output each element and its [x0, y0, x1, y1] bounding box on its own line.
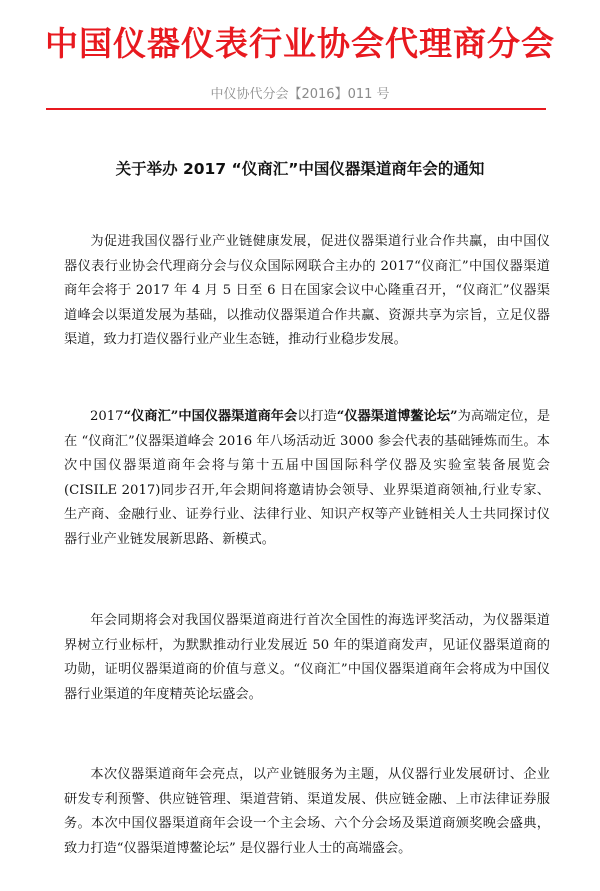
notice-title: 关于举办 2017 “仪商汇”中国仪器渠道商年会的通知: [115, 160, 485, 178]
paragraph-2-lead: 2017: [90, 409, 124, 424]
org-title: 中国仪器仪表行业协会代理商分会: [45, 24, 555, 63]
paragraph-2-bold-forum: “仪器渠道博鳌论坛”: [336, 409, 458, 424]
document-number: 中仪协代分会【2016】011 号: [210, 87, 390, 102]
paragraph-3-text: 年会同期将会对我国仪器渠道商进行首次全国性的海选评奖活动，为仪器渠道界树立行业标杆，为默默推动行业发展近 50 年的渠道商发声，见证仪器渠道商的功勋，证明仪器渠道商的价值与意义。“仪商汇”中国仪器渠道商年会将成为中国仪器行业渠道的年度精英论坛盛会。: [64, 613, 550, 702]
paragraph-4: [64, 763, 550, 861]
header-divider: [46, 108, 546, 110]
paragraph-2-rest: 为高端定位，是在 “仪商汇”仪器渠道峰会 2016 年八场活动近 3000 参会代表的基础锤炼而生。本次中国仪器渠道商年会将与第十五届中国国际科学仪器及实验室装备展览会(CISILE 2017)同步召开,年会期间将邀请协会领导、业界渠道商领袖,行业专家、生产商、金融行业、证券行业、法律行业、知识产权等产业链相关人士共同探讨仪器行业产业链发展新思路、新模式。: [64, 409, 551, 547]
paragraph-2: [64, 405, 550, 552]
paragraph-2-mid: 以打造: [297, 409, 337, 424]
paragraph-3: [64, 609, 550, 707]
paragraph-1-text: 为促进我国仪器行业产业链健康发展，促进仪器渠道行业合作共赢，由中国仪器仪表行业协会代理商分会与仪众国际网联合主办的 2017“仪商汇”中国仪器渠道商年会将于 2017 年 4 月 5 日至 6 日在国家会议中心隆重召开，“仪商汇”仪器渠道峰会以渠道发展为基础，以推动仪器渠道合作共赢、资源共享为宗旨，立足仪器渠道，致力打造仪器行业产业生态链，推动行业稳步发展。: [64, 234, 550, 347]
paragraph-4-text: 本次仪器渠道商年会亮点，以产业链服务为主题，从仪器行业发展研讨、企业研发专利预警、供应链管理、渠道营销、渠道发展、供应链金融、上市法律证券服务。本次中国仪器渠道商年会设一个主会场、六个分会场及渠道商颁奖晚会盛典，致力打造“仪器渠道博鳌论坛” 是仪器行业人士的高端盛会。: [64, 767, 550, 856]
paragraph-2-bold-event: “仪商汇”中国仪器渠道商年会: [123, 409, 298, 424]
paragraph-1: [64, 230, 550, 353]
